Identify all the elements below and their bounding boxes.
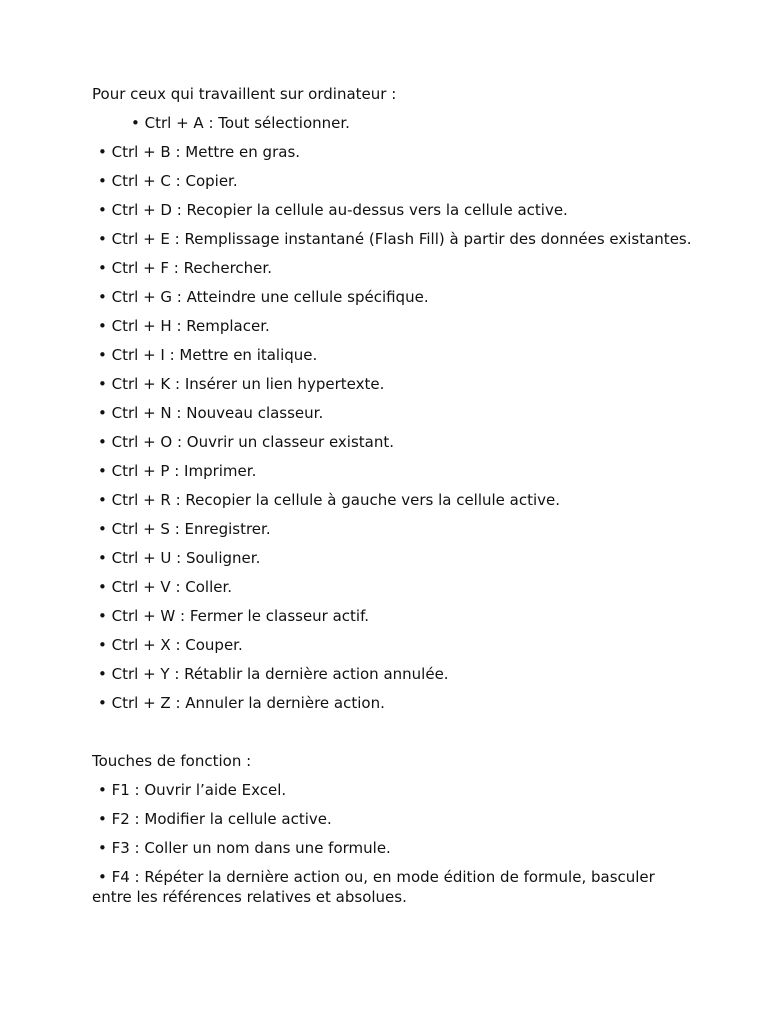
list-item: • Ctrl + S : Enregistrer. [98,520,271,538]
list-item: • Ctrl + H : Remplacer. [98,317,270,335]
computer-shortcuts-list [92,113,692,713]
section-heading-function-keys: Touches de fonction : [92,752,252,770]
list-item: • Ctrl + O : Ouvrir un classeur existant. [98,433,395,451]
list-item: • Ctrl + F : Rechercher. [98,259,272,277]
function-keys-list [92,780,692,907]
list-item: • Ctrl + V : Coller. [98,578,233,596]
list-item: • Ctrl + E : Remplissage instantané (Flash Fill) à partir des données existantes. [98,230,692,248]
list-item: • F4 : Répéter la dernière action ou, en mode édition de formule, basculer entre les références relatives et absolues. [92,868,655,906]
list-item: • Ctrl + U : Souligner. [98,549,261,567]
section-spacer [92,722,692,751]
list-item: • F2 : Modifier la cellule active. [98,810,332,828]
document-page [92,84,692,916]
section-heading-computer-shortcuts: Pour ceux qui travaillent sur ordinateur : [92,85,397,103]
list-item: • Ctrl + R : Recopier la cellule à gauche vers la cellule active. [98,491,561,509]
list-item: • Ctrl + C : Copier. [98,172,238,190]
list-item: • Ctrl + B : Mettre en gras. [98,143,301,161]
list-item: • Ctrl + Y : Rétablir la dernière action annulée. [98,665,449,683]
list-item: • Ctrl + D : Recopier la cellule au-dessus vers la cellule active. [98,201,568,219]
list-item: • Ctrl + N : Nouveau classeur. [98,404,324,422]
list-item: • Ctrl + I : Mettre en italique. [98,346,318,364]
list-item: • Ctrl + P : Imprimer. [98,462,257,480]
list-item: • Ctrl + A : Tout sélectionner. [131,114,350,132]
list-item: • Ctrl + X : Couper. [98,636,243,654]
list-item: • F3 : Coller un nom dans une formule. [98,839,391,857]
list-item: • Ctrl + W : Fermer le classeur actif. [98,607,370,625]
list-item: • Ctrl + G : Atteindre une cellule spécifique. [98,288,429,306]
list-item: • F1 : Ouvrir l’aide Excel. [98,781,287,799]
list-item: • Ctrl + K : Insérer un lien hypertexte. [98,375,385,393]
list-item: • Ctrl + Z : Annuler la dernière action. [98,694,385,712]
